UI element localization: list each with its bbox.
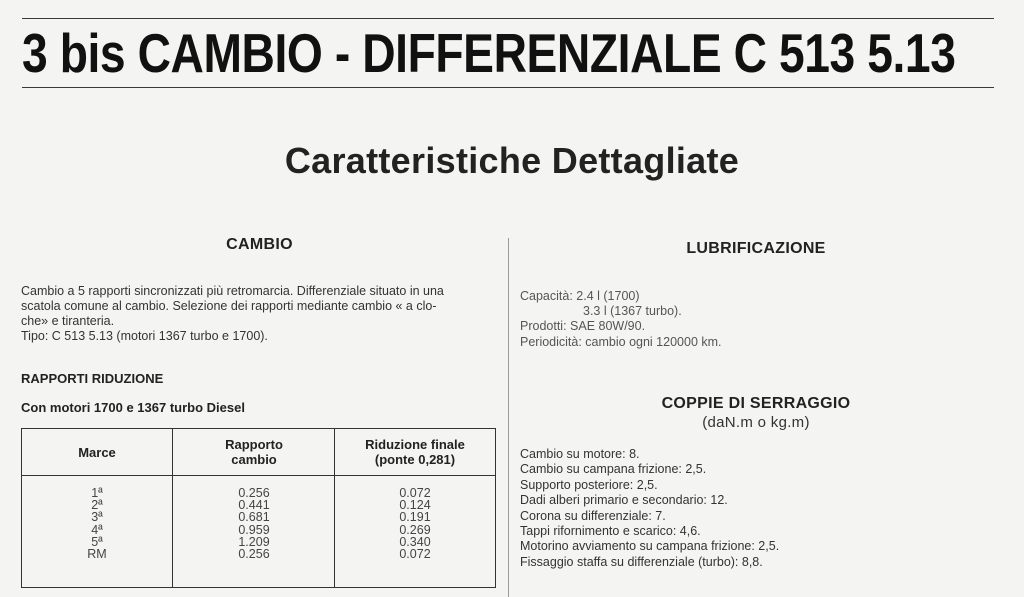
table-cell-marcia: 5ª <box>91 534 103 549</box>
engines-heading: Con motori 1700 e 1367 turbo Diesel <box>21 400 245 415</box>
table-column-separator <box>172 429 173 587</box>
table-cell-riduzione: 0.191 <box>399 510 431 525</box>
table-header-rapporto: Rapporto cambio <box>225 437 283 467</box>
table-cell-marcia: 4ª <box>91 522 103 537</box>
torque-item: Fissaggio staffa su differenziale (turbo): 8,8. <box>520 554 763 569</box>
column-divider <box>508 238 509 597</box>
header-top-rule <box>22 18 994 19</box>
rapporto-column <box>174 487 334 560</box>
cambio-description-line: che» e tiranteria. <box>21 314 115 328</box>
table-cell-riduzione: 0.269 <box>399 522 431 537</box>
torque-list <box>520 447 779 570</box>
table-cell-rapporto: 0.959 <box>238 522 270 537</box>
header-bottom-rule <box>22 87 994 88</box>
ratios-heading: RAPPORTI RIDUZIONE <box>21 371 164 386</box>
ratio-table <box>21 428 496 588</box>
table-cell-riduzione: 0.072 <box>399 486 431 500</box>
table-cell-marcia: 1ª <box>91 486 103 500</box>
cambio-description-line: Cambio a 5 rapporti sincronizzati più retromarcia. Differenziale situato in una <box>21 284 444 298</box>
torque-item: Tappi rifornimento e scarico: 4,6. <box>520 523 701 538</box>
table-header-marce: Marce <box>78 444 116 460</box>
table-cell-marcia: RM <box>87 546 107 561</box>
table-cell-riduzione: 0.340 <box>399 534 431 549</box>
page-subtitle: Caratteristiche Dettagliate <box>284 140 740 181</box>
cambio-description-line: Tipo: C 513 5.13 (motori 1367 turbo e 1700). <box>21 329 268 343</box>
torque-item: Corona su differenziale: 7. <box>520 508 666 523</box>
periodicita-line: Periodicità: cambio ogni 120000 km. <box>520 335 722 349</box>
cambio-heading: CAMBIO <box>226 236 293 253</box>
marce-column <box>22 487 172 560</box>
table-cell-rapporto: 0.256 <box>238 486 270 500</box>
table-cell-rapporto: 0.681 <box>238 510 270 525</box>
table-header-riduzione: Riduzione finale (ponte 0,281) <box>365 437 465 467</box>
cambio-description <box>21 284 444 344</box>
table-cell-riduzione: 0.072 <box>399 546 431 561</box>
cambio-description-line: scatola comune al cambio. Selezione dei rapporti mediante cambio « a clo- <box>21 299 437 313</box>
torque-item: Supporto posteriore: 2,5. <box>520 477 658 492</box>
table-header-separator <box>22 475 495 476</box>
coppie-unit: (daN.m o kg.m) <box>702 414 810 431</box>
table-column-separator <box>334 429 335 587</box>
torque-item: Cambio su motore: 8. <box>520 447 640 461</box>
table-cell-riduzione: 0.124 <box>399 498 431 513</box>
capacita-line-2: 3.3 l (1367 turbo). <box>583 304 682 318</box>
table-cell-rapporto: 0.256 <box>238 546 270 561</box>
prodotti-line: Prodotti: SAE 80W/90. <box>520 319 646 333</box>
table-cell-marcia: 2ª <box>91 498 103 513</box>
table-cell-marcia: 3ª <box>91 510 103 525</box>
capacita-line-1: Capacità: 2.4 l (1700) <box>520 289 640 303</box>
lubrificazione-heading: LUBRIFICAZIONE <box>686 240 826 257</box>
torque-item: Cambio su campana frizione: 2,5. <box>520 462 707 477</box>
torque-item: Dadi alberi primario e secondario: 12. <box>520 493 728 508</box>
torque-item: Motorino avviamento su campana frizione: 2,5. <box>520 539 780 554</box>
table-cell-rapporto: 1.209 <box>238 534 270 549</box>
coppie-heading: COPPIE DI SERRAGGIO <box>661 395 851 412</box>
riduzione-column <box>336 487 494 560</box>
table-cell-rapporto: 0.441 <box>238 498 270 513</box>
page-title: 3 bis CAMBIO - DIFFERENZIALE C 513 5.13 <box>22 22 956 84</box>
